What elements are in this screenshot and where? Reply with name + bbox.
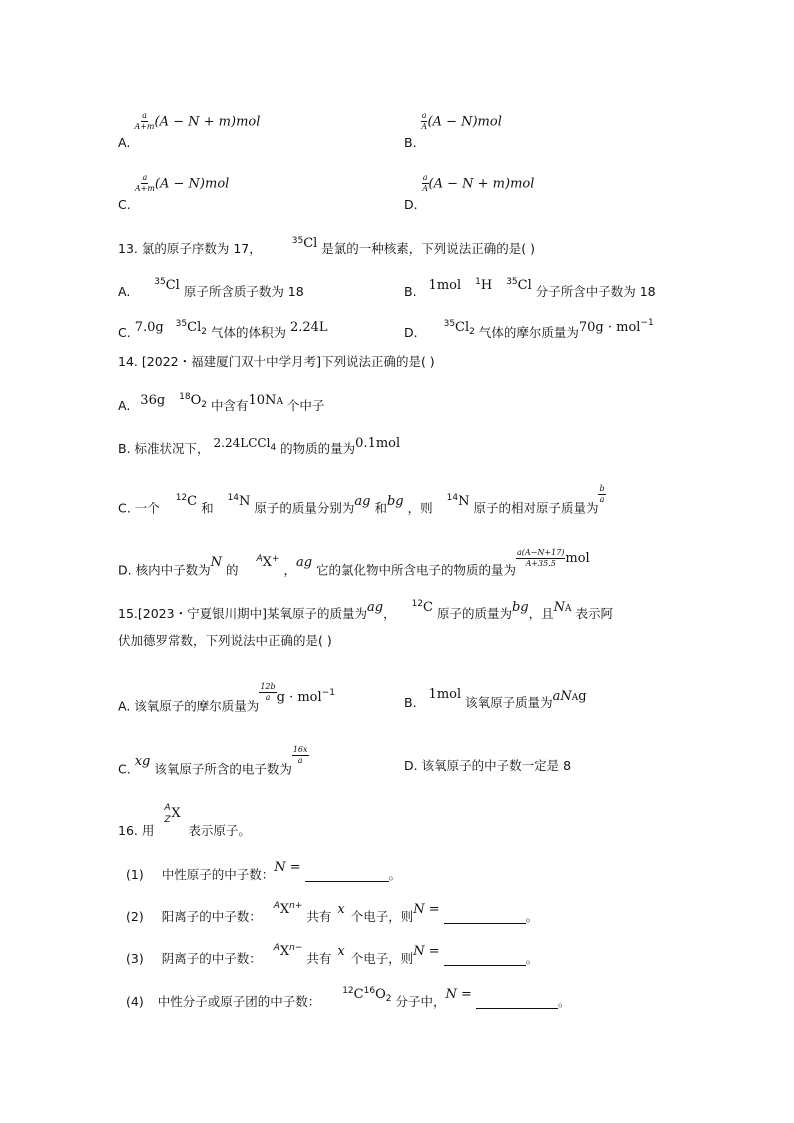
q12-b-fraction: $\frac{a}{A}$ bbox=[421, 111, 427, 132]
q15-stem-line2: 伏加德罗常数，下列说法中正确的是( ) bbox=[118, 633, 332, 648]
q16-p1-answer-blank[interactable] bbox=[305, 868, 389, 882]
q13-option-a: A. $^{35}$Cl 原子所含质子数为 18 bbox=[118, 277, 304, 299]
q14-stem: 14. [2022・福建厦门双十中学月考]下列说法正确的是( ) bbox=[118, 354, 435, 369]
q12-d-fraction: $\frac{a}{A}$ bbox=[422, 173, 429, 194]
q14-c-fraction: $\frac{b}{a}$ bbox=[599, 484, 605, 505]
q14-option-d: D. 核内中子数为N 的 $^A$X+ ，ag 它的氯化物中所含电子的物质的量为 $\frac{a(A-N+17)}{A+35.5}$ mol bbox=[118, 548, 590, 578]
q16-p3-answer-blank[interactable] bbox=[444, 952, 526, 966]
q16-part-4: (4) 中性分子或原子团的中子数： $^{12}C^{16}O^2$ 分子中，N = 。 bbox=[126, 986, 571, 1009]
q15-option-d: D. 该氧原子的中子数一定是 8 bbox=[404, 758, 572, 773]
q16-part-3: (3) 阴离子的中子数： $^AX^{n-}$ 共有 x 个电子，则N = 。 bbox=[126, 943, 539, 966]
q16-p4-answer-blank[interactable] bbox=[476, 995, 558, 1009]
q14-d-fraction: $\frac{a(A-N+17)}{A+35.5}$ bbox=[517, 548, 565, 569]
q16-part-1: (1) 中性原子的中子数：N = 。 bbox=[126, 860, 402, 882]
q12-option-a: A. $\frac{a}{A+m}$ (A − N + m)mol bbox=[118, 111, 261, 151]
q12-option-c: C. $\frac{a}{A+m}$ (A − N)mol bbox=[118, 173, 230, 213]
q16-stem: 16. 用 A Z X 表示原子。 bbox=[118, 803, 251, 838]
q15-c-fraction: $\frac{16x}{a}$ bbox=[292, 745, 308, 766]
q14-option-a: A. 36g $^{18}O^2$ 中含有10NA 个中子 bbox=[118, 392, 325, 413]
q16-p2-answer-blank[interactable] bbox=[444, 910, 526, 924]
q12-a-fraction: $\frac{a}{A+m}$ bbox=[134, 111, 155, 132]
q13-option-b: B. 1mol $^1$H $^{35}$Cl 分子所含中子数为 18 bbox=[404, 277, 656, 299]
q16-part-2: (2) 阳离子的中子数： $^AX^{n+}$ 共有 x 个电子，则N = 。 bbox=[126, 901, 539, 924]
q12-option-d: D. $\frac{a}{A}$ (A − N + m)mol bbox=[404, 173, 535, 213]
q14-option-b: B. 标准状况下， 2.24LCCl$^4$ 的物质的量为0.1mol bbox=[118, 436, 401, 456]
q15-option-b: B. 1mol 该氧原子质量为aNAg bbox=[404, 687, 587, 710]
q16-nuclide-symbol: A Z X bbox=[164, 803, 181, 825]
q13-option-c: C. 7.0g $^{35}$Cl$^2$ 气体的体积为 2.24L bbox=[118, 319, 328, 340]
q12-c-fraction: $\frac{a}{A+m}$ bbox=[134, 173, 155, 194]
q15-a-fraction: $\frac{12b}{a}$ bbox=[260, 682, 276, 703]
q15-stem: 15.[2023・宁夏银川期中]某氧原子的质量为ag， $^{12}$C 原子的质量为bg，且NA 表示阿 bbox=[118, 599, 614, 621]
q13-stem: 13. 氯的原子序数为 17， $^{35}$Cl 是氯的一种核素，下列说法正确的是( ) bbox=[118, 236, 536, 256]
q13-option-d: D. $^{35}$Cl$^2$ 气体的摩尔质量为70g · mol$^{-1}$ bbox=[404, 318, 654, 340]
q15-option-a: A. 该氧原子的摩尔质量为 $\frac{12b}{a}$ g · mol$^{-1}$ bbox=[118, 682, 335, 714]
q15-option-c: C. xg 该氧原子所含的电子数为 $\frac{16x}{a}$ bbox=[118, 745, 308, 777]
q12-option-b: B. $\frac{a}{A}$ (A − N)mol bbox=[404, 111, 502, 151]
q14-option-c: C. 一个 $^{12}$C 和 $^{14}$N 原子的质量分别为ag 和bg ，则 $^{14}$N 原子的相对原子质量为 $\frac{b}{a}$ bbox=[118, 484, 605, 516]
